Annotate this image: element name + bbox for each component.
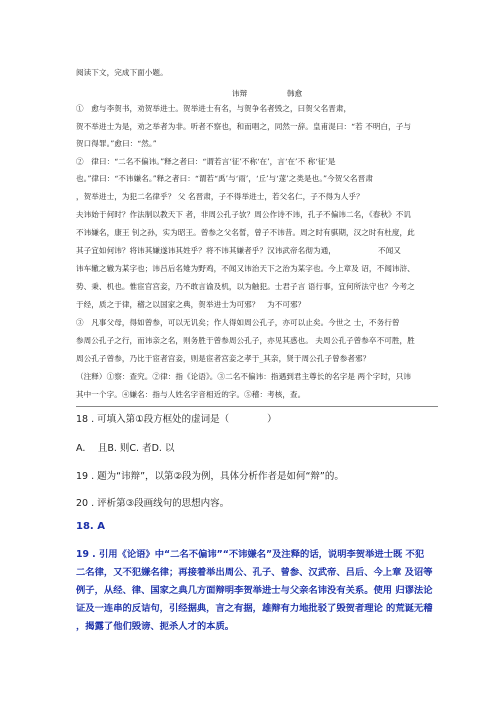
- answer-19-line: 例子，从经、律、国家之典几方面辩明李贺举进士与父亲名讳没有关系。使用 归谬法论: [76, 585, 433, 596]
- passage-line: 夫讳始于何时？作法制以教天下 者，非周公孔子欤？周公作诗不讳，孔子不偏讳二名，《春秋》不讥: [76, 210, 411, 219]
- passage-line: 贺不举进士为是，劝之举者为非。听者不察也，和而唱之，同然一辞。皇甫湜曰：“若 不明白，子与: [76, 122, 412, 131]
- answer-19-line: 证及一连串的反诘句，引经据典，言之有据，雄辩有力地批驳了毁贺者理论 的荒诞无稽: [76, 603, 433, 614]
- passage-line: ② 律曰：“二名不偏讳。”释之者曰：“谓若言‘征’不称‘在’，言‘在’不 称‘征’是: [76, 157, 336, 166]
- passage-line: 也。”律曰：“不讳嫌名。”释之者曰：“谓若“禹’与‘雨’，‘丘’与‘蓫’之类是也。”今贺父名晋肃: [76, 174, 373, 183]
- answer-19-line: ，揭露了他们毁谤、扼杀人才的本质。: [76, 621, 235, 632]
- passage-line: 势、秉、机也。惟宦官宫妾，乃不敢言谕及机，以为触犯。士君子言 语行事，宜何所法守也？今考之: [76, 282, 415, 291]
- answer-18: 18. A: [76, 521, 105, 532]
- passage-line: （注释）①察：查究。②律：指《论语》。③二名不偏讳：指遇到君主尊长的名字是 两个字时，只讳: [76, 372, 411, 381]
- passage-line: ① 愈与李贺书，劝贺举进士。贺举进士有名，与贺争名者毁之，曰贺父名晋肃，: [76, 104, 352, 113]
- question-19: 19 . 题为“讳辩”，以第②段为例，具体分析作者是如何“辩”的。: [76, 471, 344, 482]
- section-divider: [76, 406, 438, 407]
- passage-line: 贺口得罪。”愈曰：“然。”: [76, 139, 157, 148]
- instruction-text: 阅读下文，完成下面小题。: [76, 68, 168, 77]
- answer-19-line: 19 . 引用《论语》中“二名不偏讳”“不讳嫌名”及注释的话，说明李贺举进士既 不犯: [76, 549, 425, 560]
- question-18: 18 . 可填入第①段方框处的虚词是（ ）: [76, 414, 277, 425]
- essay-title: 讳辩: [232, 89, 248, 98]
- passage-line: 参周公孔子之行，而讳亲之名，则务胜于曾参周公孔子，亦见其惑也。 夫周公孔子曾参卒不可胜，胜: [76, 336, 415, 345]
- question-18-options: A. 且B. 则C. 者D. 以: [76, 443, 175, 454]
- passage-line: 讳车辙之辙为某字也；讳吕后名雉为野鸡，不闻又讳治天下之治为某字也。今上章及 诏，不闻讳浒、: [76, 264, 415, 273]
- passage-line: 于经，质之于律，稽之以国家之典，贺举进士为可邪？ 为不可邪？: [76, 300, 306, 309]
- passage-line: 不讳嫌名，康王 钊之孙，实为昭王。曾参之父名皙，曾子不讳昔。周之时有骐期，汉之时有杜度，此: [76, 228, 415, 237]
- passage-line: ③ 凡事父母，得如曾参，可以无讥矣；作人得如周公孔子，亦可以止矣。今世之 士，不务行曾: [76, 318, 400, 327]
- answer-19-line: 二名律，又不犯嫌名律；再接着举出周公、孔子、曾参、汉武帝、吕后、今上章 及诏等: [76, 567, 433, 578]
- passage-line: 其子宜如何讳？将讳其嫌遂讳其姓乎？将不讳其嫌者乎？汉讳武帝名彻为通， 不闻又: [76, 246, 401, 255]
- passage-line: 周公孔子曾参，乃比于宦者宫妾，则是宦者宫妾之孝于_其亲，贤于周公孔子曾参者邪？: [76, 354, 371, 363]
- question-20: 20 . 评析第③段画线句的思想内容。: [76, 498, 230, 509]
- passage-line: 其中一个字。④嫌名：指与人姓名字音相近的字。⑤稽：考核，查。: [76, 390, 306, 399]
- essay-author: 韩愈: [287, 89, 303, 98]
- passage-line: ，贺举进士，为犯二名律乎？ 父 名晋肃，子不得举进士，若父名仁，子不得为人乎？: [76, 192, 364, 201]
